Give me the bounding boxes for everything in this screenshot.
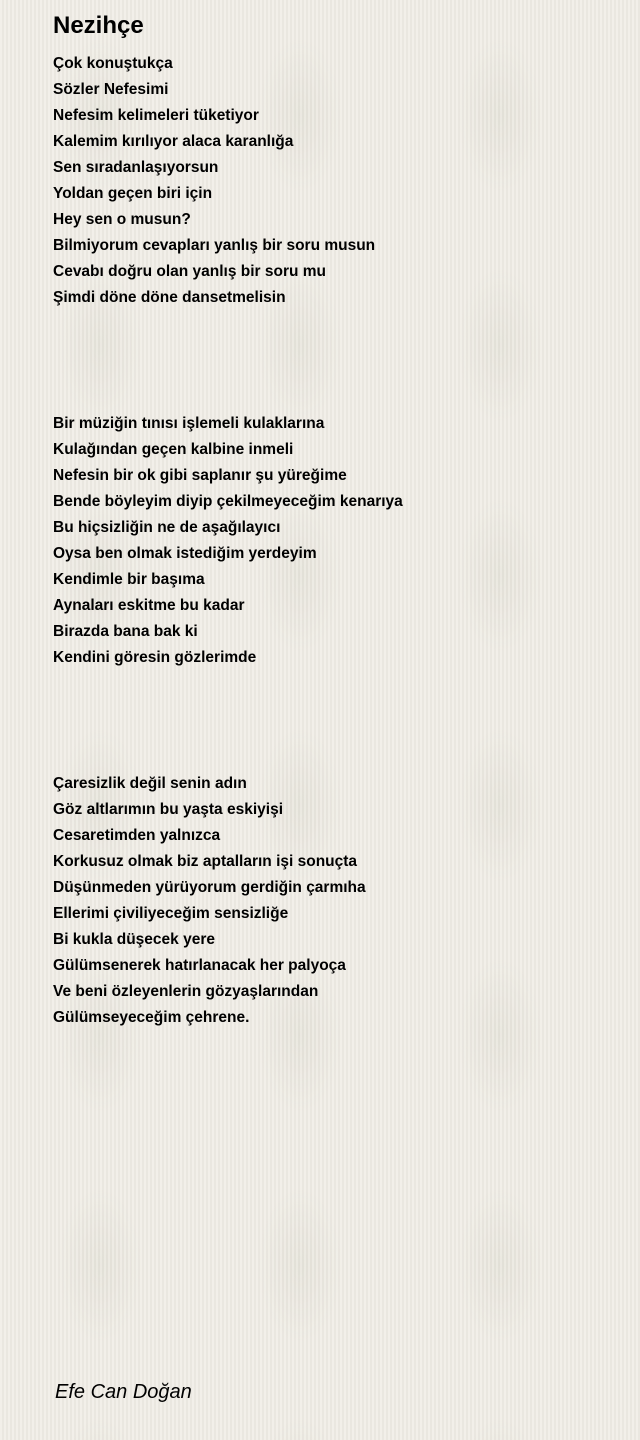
poem-line: Bilmiyorum cevapları yanlış bir soru musun — [53, 237, 376, 254]
poem-line: Cesaretimden yalnızca — [53, 827, 221, 844]
poem-line: Sen sıradanlaşıyorsun — [53, 159, 219, 176]
stanza-1 — [53, 51, 375, 311]
poem-line: Düşünmeden yürüyorum gerdiğin çarmıha — [53, 879, 366, 896]
poem-line: Kendini göresin gözlerimde — [53, 649, 257, 666]
poem-line: Bu hiçsizliğin ne de aşağılayıcı — [53, 519, 281, 536]
poem-line: Nefesim kelimeleri tüketiyor — [53, 107, 259, 124]
poem-line: Bende böyleyim diyip çekilmeyeceğim kenarıya — [53, 493, 403, 510]
poem-line: Ellerimi çiviliyeceğim sensizliğe — [53, 905, 289, 922]
poem-line: Çaresizlik değil senin adın — [53, 775, 247, 792]
poem-title: Nezihçe — [53, 12, 144, 39]
poem-line: Kulağından geçen kalbine inmeli — [53, 441, 294, 458]
poem-line: Birazda bana bak ki — [53, 623, 198, 640]
poem-line: Kendimle bir başıma — [53, 571, 205, 588]
poem-line: Şimdi döne döne dansetmelisin — [53, 289, 286, 306]
poem-line: Gülümsenerek hatırlanacak her palyoça — [53, 957, 346, 974]
poem-line: Gülümseyeceğim çehrene. — [53, 1009, 250, 1026]
poem-line: Yoldan geçen biri için — [53, 185, 213, 202]
poem-line: Kalemim kırılıyor alaca karanlığa — [53, 133, 294, 150]
poem-line: Cevabı doğru olan yanlış bir soru mu — [53, 263, 327, 280]
stanza-2 — [53, 411, 403, 671]
poem-author: Efe Can Doğan — [55, 1381, 192, 1403]
poem-line: Korkusuz olmak biz aptalların işi sonuçta — [53, 853, 358, 870]
stanza-3 — [53, 771, 366, 1031]
poem-line: Aynaları eskitme bu kadar — [53, 597, 245, 614]
poem-line: Ve beni özleyenlerin gözyaşlarından — [53, 983, 319, 1000]
poem-line: Göz altlarımın bu yaşta eskiyişi — [53, 801, 284, 818]
poem-line: Bir müziğin tınısı işlemeli kulaklarına — [53, 415, 325, 432]
poem-line: Oysa ben olmak istediğim yerdeyim — [53, 545, 317, 562]
poem-line: Hey sen o musun? — [53, 211, 191, 228]
poem-line: Nefesin bir ok gibi saplanır şu yüreğime — [53, 467, 347, 484]
poem-line: Çok konuştukça — [53, 55, 173, 72]
poem-line: Bi kukla düşecek yere — [53, 931, 215, 948]
poem-line: Sözler Nefesimi — [53, 81, 169, 98]
